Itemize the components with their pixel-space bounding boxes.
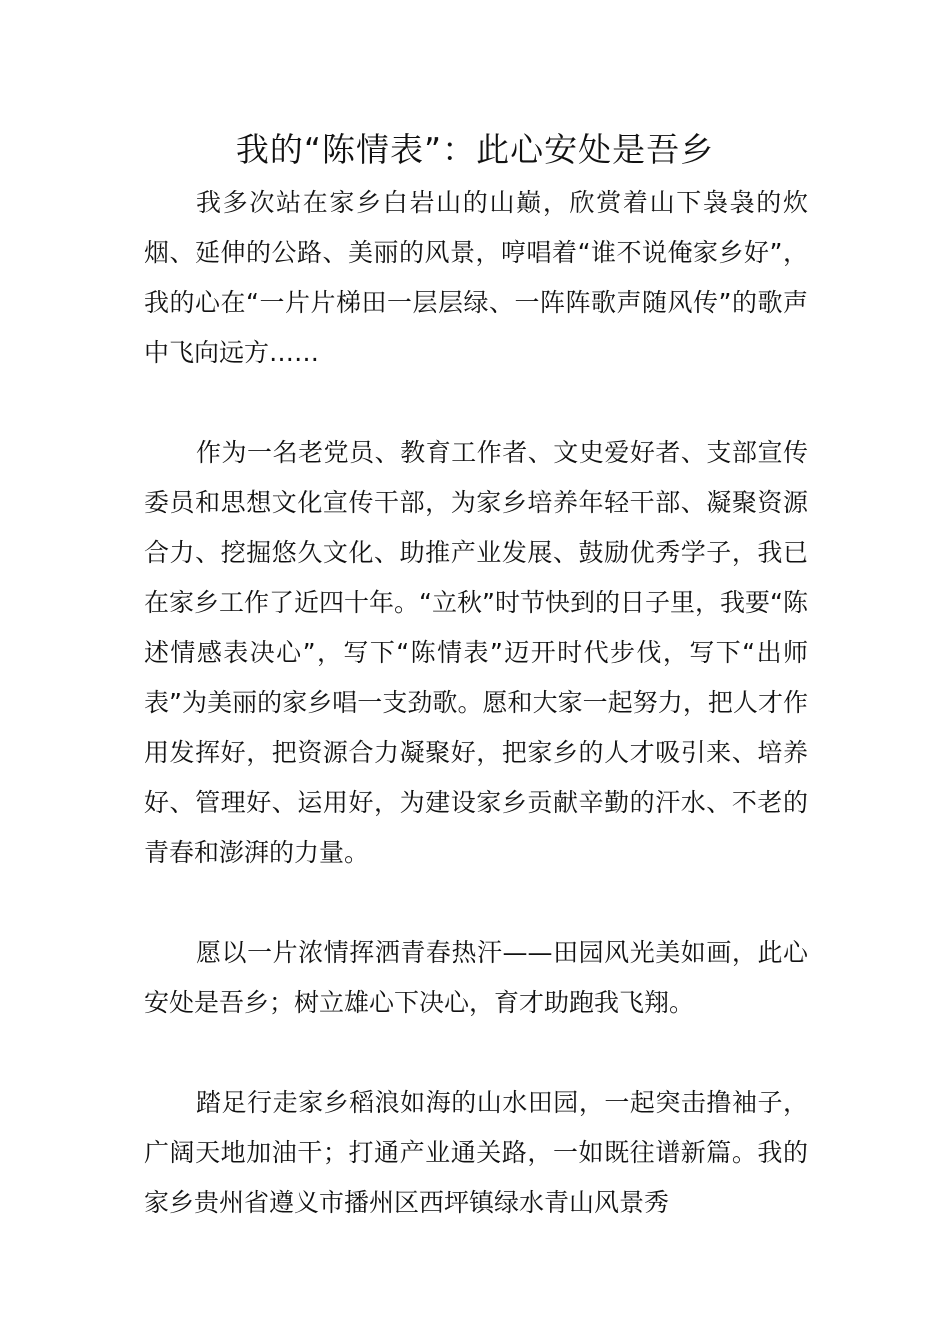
paragraph-3: 愿以一片浓情挥洒青春热汗——田园风光美如画，此心安处是吾乡；树立雄心下决心，育才助跑我飞翔。 [144,938,808,1017]
paragraph-spacer [144,1028,808,1078]
document-title: 我的“陈情表”：此心安处是吾乡 [235,130,715,169]
paragraph-2: 作为一名老党员、教育工作者、文史爱好者、支部宣传委员和思想文化宣传干部，为家乡培养年轻干部、凝聚资源合力、挖掘悠久文化、助推产业发展、鼓励优秀学子，我已在家乡工作了近四十年。“立秋”时节快到的日子里，我要“陈述情感表决心”，写下“陈情表”迈开时代步伐，写下“出师表”为美丽的家乡唱一支劲歌。愿和大家一起努力，把人才作用发挥好，把资源合力凝聚好，把家乡的人才吸引来、培养好、管理好、运用好，为建设家乡贡献辛勤的汗水、不老的青春和澎湃的力量。 [144,438,808,867]
paragraph-spacer [144,378,808,428]
document-body [144,178,808,1228]
paragraph-1: 我多次站在家乡白岩山的山巅，欣赏着山下袅袅的炊烟、延伸的公路、美丽的风景，哼唱着“谁不说俺家乡好”，我的心在“一片片梯田一层层绿、一阵阵歌声随风传”的歌声中飞向远方…… [144,188,808,367]
paragraph-4: 踏足行走家乡稻浪如海的山水田园，一起突击撸袖子，广阔天地加油干；打通产业通关路，一如既往谱新篇。我的家乡贵州省遵义市播州区西坪镇绿水青山风景秀 [144,1088,808,1217]
paragraph-spacer [144,878,808,928]
